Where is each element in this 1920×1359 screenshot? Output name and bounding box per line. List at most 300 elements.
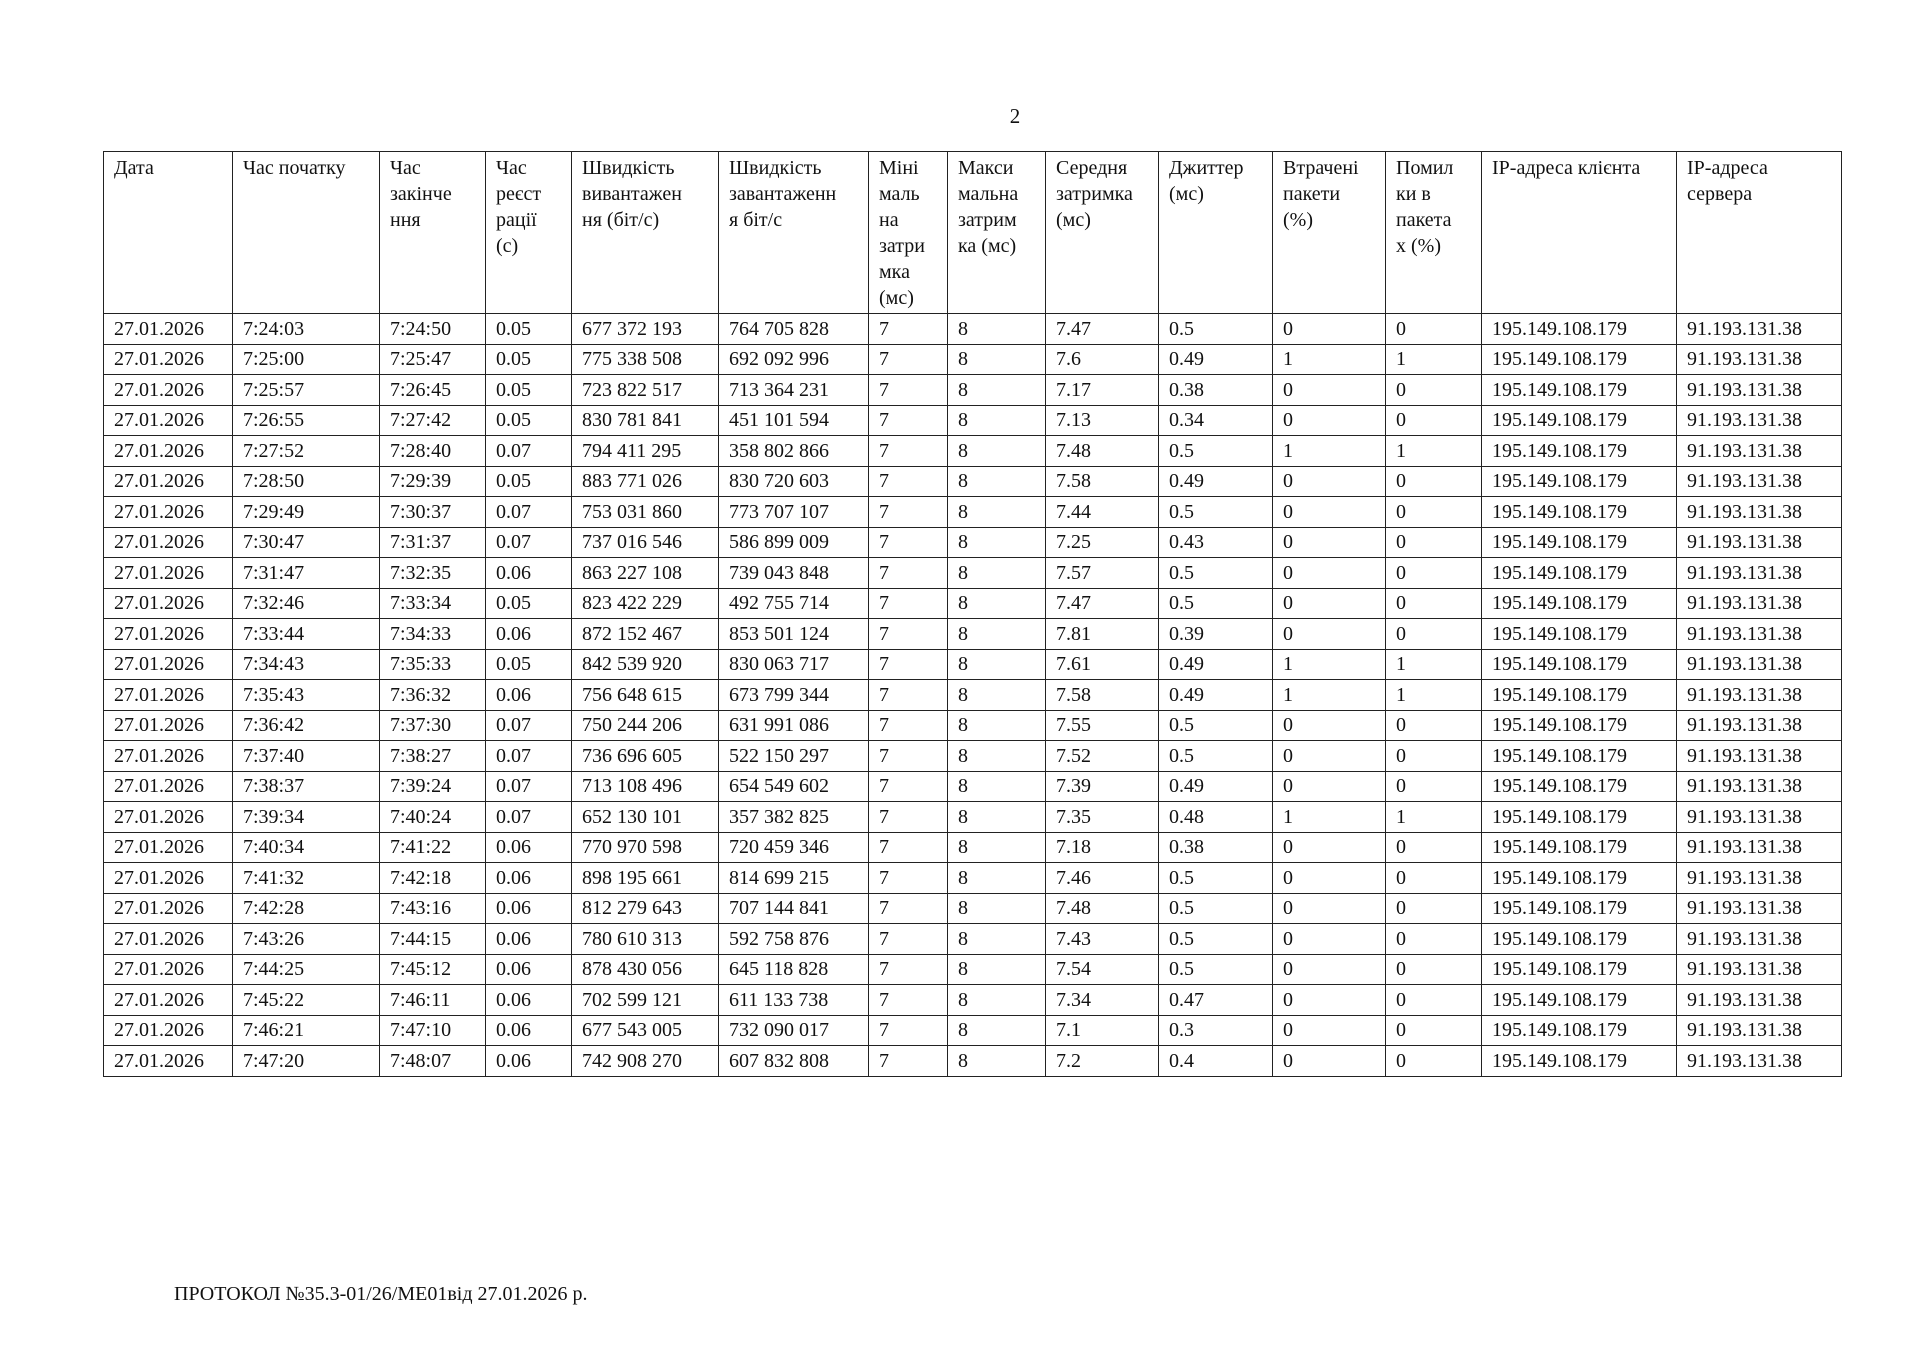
table-cell: 0 (1273, 1046, 1386, 1077)
table-cell: 898 195 661 (572, 863, 719, 894)
column-header-line: затри (879, 235, 925, 257)
table-cell: 0.47 (1159, 985, 1273, 1016)
table-cell: 27.01.2026 (104, 802, 233, 833)
table-cell: 7:43:16 (380, 893, 486, 924)
column-header-line: IP-адреса (1687, 157, 1768, 179)
table-cell: 8 (948, 405, 1046, 436)
table-cell: 195.149.108.179 (1482, 558, 1677, 589)
table-cell: 1 (1273, 649, 1386, 680)
table-cell: 0.5 (1159, 741, 1273, 772)
table-cell: 7:47:20 (233, 1046, 380, 1077)
table-cell: 677 372 193 (572, 314, 719, 345)
table-cell: 673 799 344 (719, 680, 869, 711)
column-header-line: (%) (1283, 209, 1313, 231)
table-row (104, 558, 1842, 589)
table-cell: 27.01.2026 (104, 344, 233, 375)
table-cell: 0.07 (486, 741, 572, 772)
table-cell: 91.193.131.38 (1677, 558, 1842, 589)
column-header-line: Дата (114, 157, 154, 179)
table-cell: 0.48 (1159, 802, 1273, 833)
column-header (1386, 152, 1482, 314)
table-cell: 0.07 (486, 527, 572, 558)
table-cell: 7.61 (1046, 649, 1159, 680)
table-cell: 8 (948, 619, 1046, 650)
table-cell: 7:42:28 (233, 893, 380, 924)
table-cell: 27.01.2026 (104, 527, 233, 558)
table-cell: 0.3 (1159, 1015, 1273, 1046)
table-cell: 27.01.2026 (104, 619, 233, 650)
table-cell: 0.49 (1159, 649, 1273, 680)
table-cell: 830 781 841 (572, 405, 719, 436)
table-cell: 0.07 (486, 771, 572, 802)
column-header-line: Джиттер (1169, 157, 1244, 179)
table-cell: 7.6 (1046, 344, 1159, 375)
table-cell: 0 (1386, 466, 1482, 497)
table-cell: 27.01.2026 (104, 405, 233, 436)
table-cell: 195.149.108.179 (1482, 497, 1677, 528)
table-cell: 0 (1273, 497, 1386, 528)
table-cell: 0.07 (486, 436, 572, 467)
table-cell: 7 (869, 680, 948, 711)
table-cell: 7:44:15 (380, 924, 486, 955)
table-cell: 195.149.108.179 (1482, 527, 1677, 558)
table-cell: 775 338 508 (572, 344, 719, 375)
table-cell: 0.06 (486, 1046, 572, 1077)
table-cell: 7:41:22 (380, 832, 486, 863)
table-cell: 27.01.2026 (104, 649, 233, 680)
table-cell: 91.193.131.38 (1677, 497, 1842, 528)
table-cell: 0.05 (486, 649, 572, 680)
table-cell: 0 (1386, 924, 1482, 955)
table-cell: 195.149.108.179 (1482, 771, 1677, 802)
table-cell: 195.149.108.179 (1482, 375, 1677, 406)
table-cell: 195.149.108.179 (1482, 1046, 1677, 1077)
table-cell: 853 501 124 (719, 619, 869, 650)
table-cell: 7 (869, 436, 948, 467)
table-cell: 7 (869, 314, 948, 345)
table-cell: 0 (1273, 863, 1386, 894)
table-cell: 713 364 231 (719, 375, 869, 406)
table-cell: 27.01.2026 (104, 954, 233, 985)
table-cell: 7.81 (1046, 619, 1159, 650)
table-cell: 0.05 (486, 314, 572, 345)
table-cell: 0.34 (1159, 405, 1273, 436)
table-row (104, 314, 1842, 345)
table-cell: 0 (1273, 771, 1386, 802)
column-header-line: Середня (1056, 157, 1128, 179)
table-cell: 8 (948, 954, 1046, 985)
table-cell: 0.4 (1159, 1046, 1273, 1077)
table-cell: 195.149.108.179 (1482, 405, 1677, 436)
table-cell: 27.01.2026 (104, 710, 233, 741)
table-cell: 91.193.131.38 (1677, 588, 1842, 619)
table-row (104, 649, 1842, 680)
table-cell: 8 (948, 863, 1046, 894)
table-cell: 7:41:32 (233, 863, 380, 894)
table-cell: 750 244 206 (572, 710, 719, 741)
table-cell: 1 (1386, 802, 1482, 833)
table-cell: 764 705 828 (719, 314, 869, 345)
table-row (104, 741, 1842, 772)
table-row (104, 924, 1842, 955)
table-cell: 814 699 215 (719, 863, 869, 894)
table-cell: 7:36:32 (380, 680, 486, 711)
table-cell: 0.5 (1159, 436, 1273, 467)
table-cell: 451 101 594 (719, 405, 869, 436)
table-cell: 91.193.131.38 (1677, 741, 1842, 772)
table-cell: 8 (948, 649, 1046, 680)
table-cell: 7:29:49 (233, 497, 380, 528)
column-header (1046, 152, 1159, 314)
table-cell: 7.25 (1046, 527, 1159, 558)
column-header-line: (мс) (1169, 183, 1204, 205)
table-cell: 7.46 (1046, 863, 1159, 894)
column-header (233, 152, 380, 314)
table-row (104, 405, 1842, 436)
table-cell: 27.01.2026 (104, 1046, 233, 1077)
table-row (104, 344, 1842, 375)
table-cell: 0.39 (1159, 619, 1273, 650)
table-cell: 8 (948, 893, 1046, 924)
table-cell: 0 (1386, 771, 1482, 802)
table-cell: 0.05 (486, 588, 572, 619)
table-cell: 0.5 (1159, 588, 1273, 619)
table-cell: 8 (948, 314, 1046, 345)
table-cell: 195.149.108.179 (1482, 741, 1677, 772)
table-cell: 872 152 467 (572, 619, 719, 650)
table-cell: 7.47 (1046, 588, 1159, 619)
table-cell: 91.193.131.38 (1677, 619, 1842, 650)
column-header-line: ня (біт/с) (582, 209, 660, 231)
column-header-line: мальна (958, 183, 1019, 205)
table-cell: 0.06 (486, 832, 572, 863)
table-cell: 7 (869, 466, 948, 497)
table-row (104, 588, 1842, 619)
table-cell: 7:33:34 (380, 588, 486, 619)
table-cell: 7:38:27 (380, 741, 486, 772)
table-cell: 0 (1386, 405, 1482, 436)
table-cell: 91.193.131.38 (1677, 314, 1842, 345)
table-cell: 7:42:18 (380, 863, 486, 894)
table-cell: 7.13 (1046, 405, 1159, 436)
table-cell: 7 (869, 588, 948, 619)
table-body (104, 314, 1842, 1077)
table-row (104, 985, 1842, 1016)
column-header-line: реєст (496, 183, 542, 205)
table-cell: 652 130 101 (572, 802, 719, 833)
table-cell: 27.01.2026 (104, 893, 233, 924)
table-cell: 195.149.108.179 (1482, 954, 1677, 985)
table-cell: 732 090 017 (719, 1015, 869, 1046)
table-cell: 195.149.108.179 (1482, 680, 1677, 711)
table-cell: 0.06 (486, 863, 572, 894)
table-cell: 27.01.2026 (104, 466, 233, 497)
table-cell: 195.149.108.179 (1482, 802, 1677, 833)
table-cell: 823 422 229 (572, 588, 719, 619)
table-row (104, 893, 1842, 924)
table-cell: 91.193.131.38 (1677, 375, 1842, 406)
table-cell: 27.01.2026 (104, 985, 233, 1016)
table-cell: 7:24:03 (233, 314, 380, 345)
table-cell: 7.44 (1046, 497, 1159, 528)
table-cell: 0.06 (486, 985, 572, 1016)
table-cell: 7:47:10 (380, 1015, 486, 1046)
table-cell: 7:25:57 (233, 375, 380, 406)
table-cell: 8 (948, 802, 1046, 833)
table-cell: 27.01.2026 (104, 497, 233, 528)
table-cell: 91.193.131.38 (1677, 466, 1842, 497)
table-cell: 0.5 (1159, 558, 1273, 589)
table-cell: 0 (1273, 893, 1386, 924)
table-cell: 7:29:39 (380, 466, 486, 497)
table-cell: 737 016 546 (572, 527, 719, 558)
table-cell: 7.18 (1046, 832, 1159, 863)
table-cell: 7:28:40 (380, 436, 486, 467)
table-cell: 812 279 643 (572, 893, 719, 924)
table-cell: 756 648 615 (572, 680, 719, 711)
table-cell: 830 720 603 (719, 466, 869, 497)
table-cell: 736 696 605 (572, 741, 719, 772)
table-cell: 7:25:47 (380, 344, 486, 375)
table-cell: 27.01.2026 (104, 1015, 233, 1046)
table-cell: 7 (869, 893, 948, 924)
column-header (948, 152, 1046, 314)
table-row (104, 1015, 1842, 1046)
table-cell: 7 (869, 771, 948, 802)
table-cell: 0.06 (486, 924, 572, 955)
table-cell: 611 133 738 (719, 985, 869, 1016)
table-row (104, 466, 1842, 497)
table-cell: 7:26:55 (233, 405, 380, 436)
page-number: 2 (1009, 104, 1021, 128)
column-header (719, 152, 869, 314)
table-cell: 7:38:37 (233, 771, 380, 802)
table-cell: 1 (1273, 344, 1386, 375)
protocol-footer: ПРОТОКОЛ №35.3-01/26/МЕ01від 27.01.2026 р. (174, 1283, 588, 1305)
table-cell: 91.193.131.38 (1677, 710, 1842, 741)
column-header-line: х (%) (1396, 235, 1441, 257)
table-cell: 0 (1386, 985, 1482, 1016)
column-header-line: пакети (1283, 183, 1341, 205)
table-cell: 8 (948, 771, 1046, 802)
table-cell: 7:32:46 (233, 588, 380, 619)
table-cell: 7 (869, 619, 948, 650)
table-cell: 195.149.108.179 (1482, 466, 1677, 497)
table-cell: 1 (1386, 680, 1482, 711)
table-cell: 0 (1273, 832, 1386, 863)
table-cell: 0.5 (1159, 954, 1273, 985)
table-cell: 7.39 (1046, 771, 1159, 802)
column-header (1159, 152, 1273, 314)
column-header-line: IP-адреса клієнта (1492, 157, 1641, 179)
table-cell: 0 (1386, 314, 1482, 345)
table-cell: 0 (1273, 375, 1386, 406)
table-cell: 91.193.131.38 (1677, 436, 1842, 467)
column-header (1677, 152, 1842, 314)
table-cell: 0 (1273, 405, 1386, 436)
table-cell: 7:45:22 (233, 985, 380, 1016)
table-row (104, 436, 1842, 467)
table-cell: 7 (869, 497, 948, 528)
table-cell: 8 (948, 832, 1046, 863)
table-cell: 7:31:47 (233, 558, 380, 589)
table-cell: 7 (869, 741, 948, 772)
table-cell: 195.149.108.179 (1482, 893, 1677, 924)
table-row (104, 802, 1842, 833)
table-cell: 654 549 602 (719, 771, 869, 802)
table-cell: 0.38 (1159, 832, 1273, 863)
table-cell: 7:40:24 (380, 802, 486, 833)
table-row (104, 710, 1842, 741)
table-cell: 195.149.108.179 (1482, 710, 1677, 741)
table-cell: 1 (1273, 436, 1386, 467)
column-header-line: Час (390, 157, 421, 179)
table-cell: 0 (1386, 497, 1482, 528)
table-cell: 723 822 517 (572, 375, 719, 406)
column-header-line: Швидкість (582, 157, 675, 179)
table-cell: 7:39:34 (233, 802, 380, 833)
table-cell: 27.01.2026 (104, 832, 233, 863)
table-cell: 7 (869, 405, 948, 436)
table-cell: 91.193.131.38 (1677, 527, 1842, 558)
column-header-line: маль (879, 183, 920, 205)
table-cell: 0 (1386, 527, 1482, 558)
column-header-line: Макси (958, 157, 1014, 179)
table-cell: 7:30:47 (233, 527, 380, 558)
table-cell: 0 (1273, 924, 1386, 955)
table-cell: 0 (1273, 527, 1386, 558)
table-cell: 91.193.131.38 (1677, 832, 1842, 863)
table-cell: 358 802 866 (719, 436, 869, 467)
table-cell: 7:37:30 (380, 710, 486, 741)
table-cell: 0.5 (1159, 497, 1273, 528)
table-cell: 7:32:35 (380, 558, 486, 589)
table-cell: 0.5 (1159, 863, 1273, 894)
table-cell: 195.149.108.179 (1482, 1015, 1677, 1046)
column-header-line: затримка (1056, 183, 1133, 205)
column-header (1482, 152, 1677, 314)
table-cell: 842 539 920 (572, 649, 719, 680)
table-cell: 794 411 295 (572, 436, 719, 467)
table-cell: 0 (1273, 558, 1386, 589)
table-cell: 0.49 (1159, 680, 1273, 711)
table-cell: 0.43 (1159, 527, 1273, 558)
table-cell: 0 (1386, 954, 1482, 985)
table-cell: 0 (1273, 466, 1386, 497)
table-cell: 0 (1273, 314, 1386, 345)
column-header (486, 152, 572, 314)
table-cell: 0.07 (486, 802, 572, 833)
column-header-line: мка (879, 261, 910, 283)
table-cell: 7:46:21 (233, 1015, 380, 1046)
table-cell: 0 (1273, 710, 1386, 741)
table-cell: 0 (1273, 985, 1386, 1016)
table-cell: 0 (1386, 375, 1482, 406)
column-header (1273, 152, 1386, 314)
table-cell: 0 (1386, 893, 1482, 924)
table-cell: 1 (1273, 680, 1386, 711)
table-cell: 7.48 (1046, 893, 1159, 924)
table-cell: 7:46:11 (380, 985, 486, 1016)
table-cell: 91.193.131.38 (1677, 405, 1842, 436)
table-cell: 8 (948, 924, 1046, 955)
table-cell: 7.58 (1046, 466, 1159, 497)
table-cell: 7:35:33 (380, 649, 486, 680)
table-row (104, 1046, 1842, 1077)
table-cell: 91.193.131.38 (1677, 802, 1842, 833)
table-cell: 195.149.108.179 (1482, 619, 1677, 650)
table-cell: 7.58 (1046, 680, 1159, 711)
table-cell: 1 (1273, 802, 1386, 833)
table-cell: 7:48:07 (380, 1046, 486, 1077)
column-header-line: ння (390, 209, 421, 231)
table-cell: 27.01.2026 (104, 863, 233, 894)
table-cell: 707 144 841 (719, 893, 869, 924)
table-cell: 7:37:40 (233, 741, 380, 772)
column-header-line: (с) (496, 235, 519, 257)
table-cell: 7 (869, 863, 948, 894)
table-row (104, 771, 1842, 802)
table-cell: 7:45:12 (380, 954, 486, 985)
table-cell: 0.06 (486, 680, 572, 711)
column-header-line: Час початку (243, 157, 346, 179)
table-cell: 7:27:52 (233, 436, 380, 467)
column-header-line: (мс) (879, 287, 914, 309)
table-cell: 7 (869, 1046, 948, 1077)
table-cell: 7:26:45 (380, 375, 486, 406)
table-cell: 7 (869, 832, 948, 863)
table-cell: 195.149.108.179 (1482, 863, 1677, 894)
column-header-line: рації (496, 209, 537, 231)
table-cell: 91.193.131.38 (1677, 863, 1842, 894)
table-cell: 0 (1273, 741, 1386, 772)
table-cell: 0.05 (486, 344, 572, 375)
table-cell: 1 (1386, 344, 1482, 375)
table-cell: 492 755 714 (719, 588, 869, 619)
table-cell: 7.52 (1046, 741, 1159, 772)
table-cell: 586 899 009 (719, 527, 869, 558)
table-cell: 0.5 (1159, 924, 1273, 955)
table-cell: 770 970 598 (572, 832, 719, 863)
table-cell: 0 (1273, 588, 1386, 619)
table-cell: 7 (869, 802, 948, 833)
table-cell: 8 (948, 466, 1046, 497)
table-row (104, 527, 1842, 558)
table-cell: 0 (1273, 619, 1386, 650)
table-cell: 645 118 828 (719, 954, 869, 985)
table-cell: 7.54 (1046, 954, 1159, 985)
table-cell: 8 (948, 985, 1046, 1016)
table-row (104, 832, 1842, 863)
table-cell: 0 (1386, 710, 1482, 741)
table-cell: 0.07 (486, 710, 572, 741)
table-cell: 0 (1386, 588, 1482, 619)
measurement-table (103, 151, 1842, 1077)
table-cell: 7:36:42 (233, 710, 380, 741)
table-cell: 195.149.108.179 (1482, 985, 1677, 1016)
table-cell: 702 599 121 (572, 985, 719, 1016)
column-header-line: на (879, 209, 899, 231)
column-header (869, 152, 948, 314)
table-cell: 0 (1386, 558, 1482, 589)
table-cell: 0 (1273, 1015, 1386, 1046)
column-header (380, 152, 486, 314)
column-header-line: закінче (390, 183, 452, 205)
table-cell: 7:25:00 (233, 344, 380, 375)
table-cell: 7.1 (1046, 1015, 1159, 1046)
table-cell: 0 (1386, 741, 1482, 772)
table-cell: 7 (869, 558, 948, 589)
